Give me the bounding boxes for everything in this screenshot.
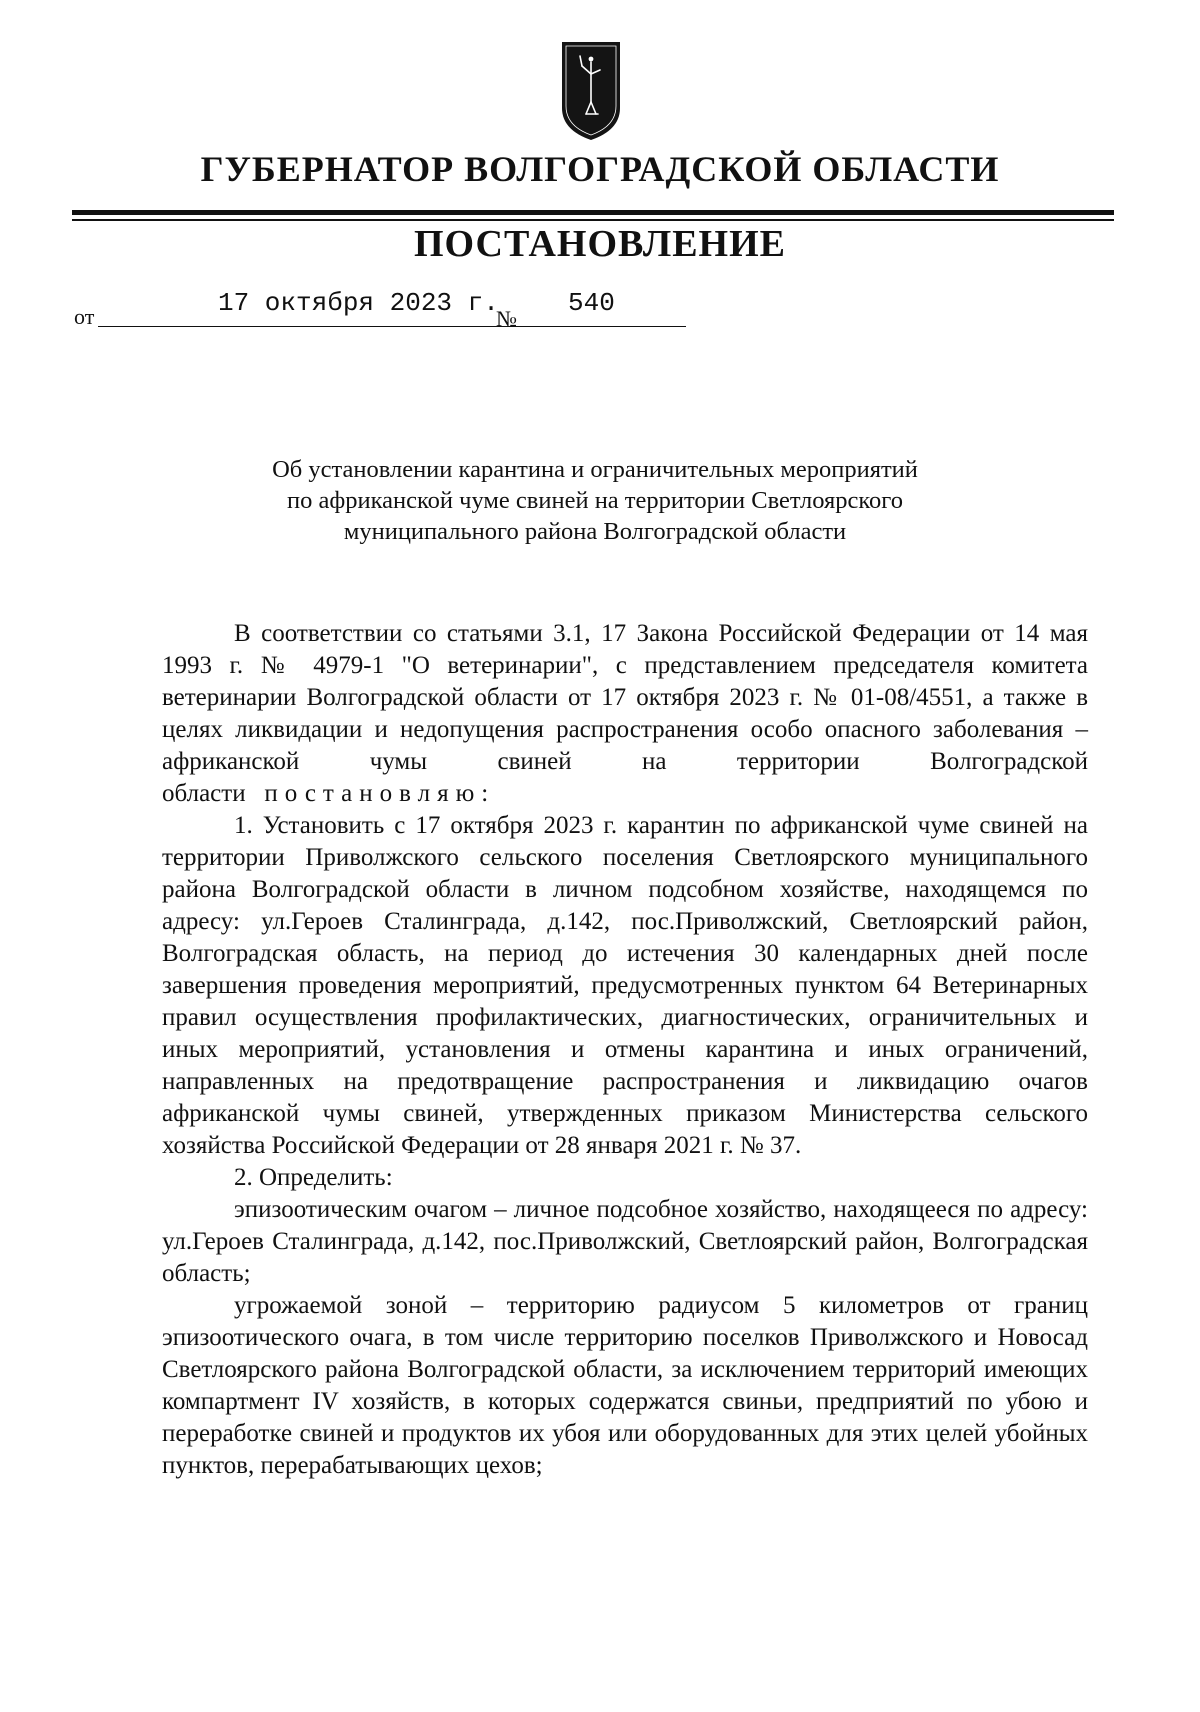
title-line: по африканской чуме свиней на территории Светлоярского xyxy=(287,487,903,514)
document-title xyxy=(230,454,960,547)
title-line: Об установлении карантина и ограничительных мероприятий xyxy=(272,456,918,483)
document-requisites xyxy=(72,288,772,331)
issuer-heading: ГУБЕРНАТОР ВОЛГОГРАДСКОЙ ОБЛАСТИ xyxy=(200,149,1000,189)
header-divider-thin xyxy=(72,219,1114,221)
header-divider-thick xyxy=(72,210,1114,215)
volgograd-coat-of-arms-icon xyxy=(560,40,622,142)
item-1-paragraph: 1. Установить с 17 октября 2023 г. карантин по африканской чуме свиней на территории Приволжского сельского поселения Светлоярского муниципального района Волгоградской области в личном подсобном хозяйстве, находящемся по адресу: ул.Героев Сталинграда, д.142, пос.Приволжский, Светлоярский район, Волгоградская область, на период до истечения 30 календарных дней после завершения проведения мероприятий, предусмотренных пунктом 64 Ветеринарных правил осуществления профилактических, диагностических, ограничительных и иных мероприятий, установления и отмены карантина и иных ограничений, направленных на предотвращение распространения и ликвидацию очагов африканской чумы свиней, утвержденных приказом Министерства сельского хозяйства Российской Федерации от 28 января 2021 г. № 37. xyxy=(162,812,1088,1159)
item-2-heading: 2. Определить: xyxy=(234,1164,393,1191)
document-body xyxy=(162,618,1088,1482)
decree-word: постановляю: xyxy=(264,780,496,807)
date-field xyxy=(98,288,553,327)
preamble-paragraph xyxy=(162,618,1088,810)
date-prefix: от xyxy=(74,304,95,329)
preamble-text: В соответствии со статьями 3.1, 17 Закона Российской Федерации от 14 мая 1993 г. № 4979-1 "О ветеринарии", с представлением председателя комитета ветеринарии Волгоградской области от 17 октября 2023 г. № 01-08/4551, а также в целях ликвидации и недопущения распространения особо опасного заболевания – африканской чумы свиней на территории Волгоградской области xyxy=(162,620,1088,807)
number-prefix: № xyxy=(496,306,517,331)
threat-zone-paragraph: угрожаемой зоной – территорию радиусом 5 километров от границ эпизоотического очага, в том числе территорию поселков Приволжского и Новосад Светлоярского района Волгоградской области, за исключением территорий имеющих компартмент IV хозяйств, в которых содержатся свиньи, предприятий по убою и переработке свиней и продуктов их убоя или оборудованных для этих целей убойных пунктов, перерабатывающих цехов; xyxy=(162,1292,1088,1479)
document-type-heading: ПОСТАНОВЛЕНИЕ xyxy=(413,223,787,265)
title-line: муниципального района Волгоградской области xyxy=(343,518,847,545)
epizootic-focus-paragraph: эпизоотическим очагом – личное подсобное хозяйство, находящееся по адресу: ул.Героев Сталинграда, д.142, пос.Приволжский, Светлоярский район, Волгоградская область; xyxy=(162,1196,1088,1287)
document-date: 17 октября 2023 г. xyxy=(218,288,499,318)
document-number: 540 xyxy=(568,288,615,318)
number-field xyxy=(524,288,686,327)
